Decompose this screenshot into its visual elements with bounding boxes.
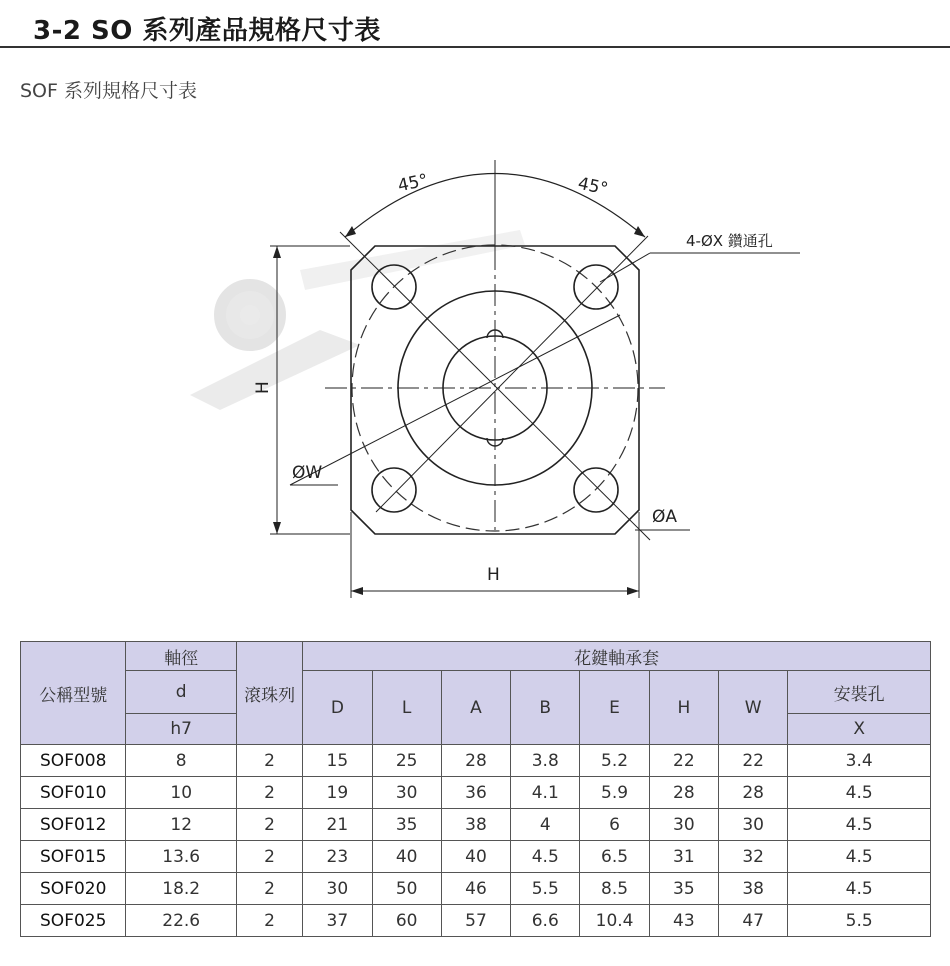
flange-technical-drawing xyxy=(0,150,950,620)
value-cell: 21 xyxy=(303,809,372,841)
value-cell: 6.6 xyxy=(511,905,580,937)
value-cell: 32 xyxy=(719,841,788,873)
header-W: W xyxy=(719,671,788,745)
value-cell: 12 xyxy=(126,809,236,841)
header-d: d xyxy=(126,671,236,714)
model-cell: SOF025 xyxy=(21,905,126,937)
value-cell: 15 xyxy=(303,745,372,777)
value-cell: 4.5 xyxy=(788,777,931,809)
header-H: H xyxy=(649,671,718,745)
hub-inner xyxy=(443,336,547,440)
title-divider xyxy=(0,46,950,48)
value-cell: 5.9 xyxy=(580,777,649,809)
value-cell: 60 xyxy=(372,905,441,937)
value-cell: 35 xyxy=(372,809,441,841)
value-cell: 40 xyxy=(372,841,441,873)
table-row xyxy=(21,873,931,905)
model-cell: SOF010 xyxy=(21,777,126,809)
table-row xyxy=(21,745,931,777)
value-cell: 43 xyxy=(649,905,718,937)
value-cell: 40 xyxy=(441,841,510,873)
diameter-a-label: ØA xyxy=(652,507,678,527)
value-cell: 30 xyxy=(649,809,718,841)
value-cell: 13.6 xyxy=(126,841,236,873)
value-cell: 31 xyxy=(649,841,718,873)
table-row xyxy=(21,809,931,841)
model-cell: SOF012 xyxy=(21,809,126,841)
hole-callout-label: 4-ØX 鑽通孔 xyxy=(686,232,773,250)
value-cell: 4.5 xyxy=(788,873,931,905)
value-cell: 46 xyxy=(441,873,510,905)
header-mount: 安裝孔 xyxy=(788,671,931,714)
header-h7: h7 xyxy=(126,714,236,745)
value-cell: 2 xyxy=(236,809,302,841)
header-L: L xyxy=(372,671,441,745)
value-cell: 6.5 xyxy=(580,841,649,873)
header-housing: 花鍵軸承套 xyxy=(303,642,931,671)
value-cell: 3.8 xyxy=(511,745,580,777)
value-cell: 3.4 xyxy=(788,745,931,777)
value-cell: 2 xyxy=(236,841,302,873)
value-cell: 4.1 xyxy=(511,777,580,809)
model-cell: SOF008 xyxy=(21,745,126,777)
value-cell: 25 xyxy=(372,745,441,777)
value-cell: 4.5 xyxy=(511,841,580,873)
model-cell: SOF015 xyxy=(21,841,126,873)
hole-bottom-left xyxy=(372,468,416,512)
value-cell: 2 xyxy=(236,777,302,809)
value-cell: 37 xyxy=(303,905,372,937)
table-row xyxy=(21,777,931,809)
header-shaft: 軸徑 xyxy=(126,642,236,671)
value-cell: 5.5 xyxy=(511,873,580,905)
watermark-logo xyxy=(190,230,525,410)
value-cell: 4.5 xyxy=(788,809,931,841)
value-cell: 4.5 xyxy=(788,841,931,873)
table-row xyxy=(21,905,931,937)
value-cell: 36 xyxy=(441,777,510,809)
table-row xyxy=(21,841,931,873)
model-cell: SOF020 xyxy=(21,873,126,905)
value-cell: 22.6 xyxy=(126,905,236,937)
value-cell: 30 xyxy=(372,777,441,809)
value-cell: 28 xyxy=(719,777,788,809)
value-cell: 22 xyxy=(649,745,718,777)
value-cell: 57 xyxy=(441,905,510,937)
value-cell: 8.5 xyxy=(580,873,649,905)
value-cell: 30 xyxy=(719,809,788,841)
diameter-w-label: ØW xyxy=(292,463,323,483)
value-cell: 50 xyxy=(372,873,441,905)
value-cell: 5.5 xyxy=(788,905,931,937)
value-cell: 8 xyxy=(126,745,236,777)
header-X: X xyxy=(788,714,931,745)
header-B: B xyxy=(511,671,580,745)
value-cell: 2 xyxy=(236,873,302,905)
angle-right-label: 45° xyxy=(576,173,610,200)
value-cell: 10 xyxy=(126,777,236,809)
value-cell: 5.2 xyxy=(580,745,649,777)
page-subtitle: SOF 系列規格尺寸表 xyxy=(20,80,197,102)
height-dimension-label: H xyxy=(253,381,273,394)
header-A: A xyxy=(441,671,510,745)
value-cell: 35 xyxy=(649,873,718,905)
value-cell: 38 xyxy=(719,873,788,905)
width-dimension-label: H xyxy=(487,565,500,585)
spec-table xyxy=(20,641,931,937)
value-cell: 2 xyxy=(236,745,302,777)
header-D: D xyxy=(303,671,372,745)
value-cell: 10.4 xyxy=(580,905,649,937)
value-cell: 18.2 xyxy=(126,873,236,905)
angle-left-label: 45° xyxy=(396,170,430,197)
value-cell: 4 xyxy=(511,809,580,841)
value-cell: 19 xyxy=(303,777,372,809)
header-E: E xyxy=(580,671,649,745)
value-cell: 30 xyxy=(303,873,372,905)
header-balls: 滾珠列 xyxy=(236,642,302,745)
value-cell: 28 xyxy=(441,745,510,777)
header-model: 公稱型號 xyxy=(21,642,126,745)
value-cell: 47 xyxy=(719,905,788,937)
value-cell: 2 xyxy=(236,905,302,937)
value-cell: 22 xyxy=(719,745,788,777)
value-cell: 23 xyxy=(303,841,372,873)
page-title: 3-2 SO 系列產品規格尺寸表 xyxy=(33,16,381,46)
value-cell: 6 xyxy=(580,809,649,841)
value-cell: 38 xyxy=(441,809,510,841)
value-cell: 28 xyxy=(649,777,718,809)
